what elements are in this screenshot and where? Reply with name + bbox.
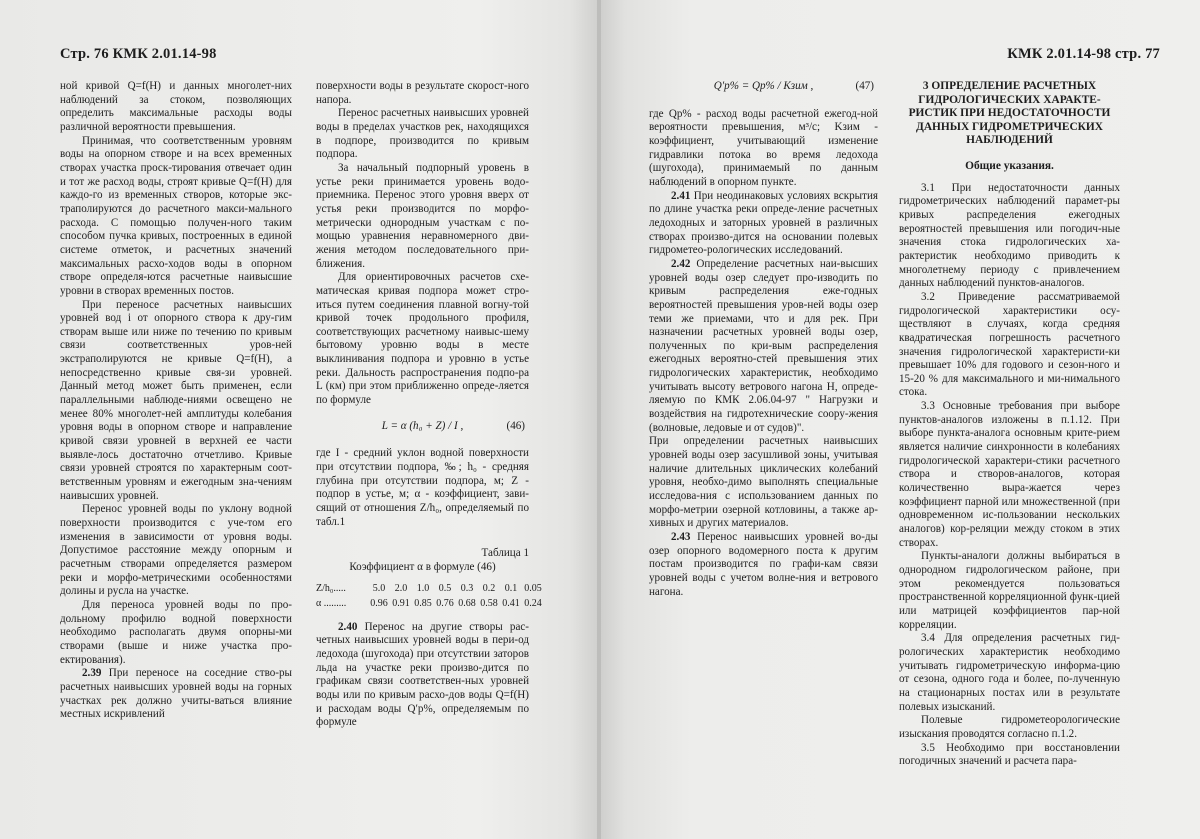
table-cell: 0.96 [370, 597, 388, 609]
right-column-1 [649, 80, 878, 599]
page-header-right: КМК 2.01.14-98 стр. 77 [1007, 46, 1160, 62]
table-label: Таблица 1 [481, 547, 529, 560]
table-cell: 0.24 [524, 597, 542, 609]
subsection-title: Общие указания. [965, 159, 1054, 172]
paragraph: Принимая, что соответственным уровням воды на опорном створе и на всех временных створах участка проск-тирования отвечает один и тот же расход воды, строят кривые Q=f(H) для каждо-го из временных створов, которые экс-траполируются до расчетного макси-мального расхода. С помощью получен-ного таким способом пучка кривых, построенных в единой системе отметок, и расчетных значений максимальных расхо-ходов воды в опорном створе определя-ются расчетные наивысшие уровни в створах временных постов. [60, 134, 292, 297]
formula-46-expression: L = α (h₀ + Z) / I , [381, 419, 464, 432]
page-header-left: Стр. 76 КМК 2.01.14-98 [60, 46, 217, 62]
paragraph: За начальный подпорный уровень в устье реки принимается уровень водо-приемника. Перенос этого уровня вверх от устья реки производится по морфо-метрически однородным участкам с по-мощью уравнения неравномерного дви-жения методом последовательного при-ближения. [316, 161, 529, 270]
formula-47-number: (47) [855, 80, 874, 92]
table-cell: 0.91 [392, 597, 410, 609]
page-77 [601, 0, 1200, 839]
table-row-zh-label: Z/h₀..... [316, 582, 346, 594]
table-cell: 0.3 [460, 582, 474, 594]
paragraph-number: 2.39 [82, 667, 102, 680]
table-cell: 0.85 [414, 597, 432, 609]
page-76 [0, 0, 599, 839]
table-row-alpha [316, 596, 542, 611]
table-cell: 0.1 [504, 582, 518, 594]
table-title: Коэффициент α в формуле (46) [349, 561, 496, 573]
table-cell: 0.2 [482, 582, 496, 594]
table-cell: 0.58 [480, 597, 498, 609]
paragraph-number: 2.41 [671, 189, 691, 202]
paragraph: 3.1 При недостаточности данных гидрометрических наблюдений парамет-ры кривых распределения ежегодных вероятностей превышения или погодич-ные значения стока гидрологических ха-рактеристик необходимо приводить к многолетнему периоду с привлечением данных наблюдений пунктов-аналогов. [899, 181, 1120, 290]
right-column-2 [899, 80, 1120, 769]
paragraph-number: 2.40 [338, 620, 358, 633]
paragraph: 2.43 Перенос наивысших уровней во-ды озер опорного водомерного поста к другим постам производится по графи-кам связи уровней воды с учетом волне-ния и ветрового нагона. [649, 531, 878, 598]
paragraph: 3.2 Приведение рассматриваемой гидрологической характеристики осу-ществляют в случаях, когда средняя квадратическая погрешность расчетного значения гидрологической характеристи-ки превышает 10% для годового и сезон-ного и 15-20 % для максимального и ми-нимального стока. [899, 290, 1120, 399]
formula-47-expression: Q′р% = Qр% / Kзим , [713, 80, 814, 92]
table-cell: 2.0 [394, 582, 408, 594]
table-row-zh [316, 581, 542, 596]
paragraph: При определении расчетных наивысших уровней воды озер засушливой зоны, учитывая наличие длительных циклических колебаний уровня, необхо-димо выполнять специальные исследова-ния с использованием данных по морфо-метрии озерной котловины, а также ар-хивных и других материалов. [649, 435, 878, 530]
paragraph: При переносе расчетных наивысших уровней вод і от опорного створа к дру-гим створам выше или ниже по течению по кривым связи соответственных уров-ней экстраполируются не кривые Q=f(H), а непосредственно кривые свя-зи уровней. Данный метод может быть применен, если параллельными наблюде-ниями освещено не менее 80% многолет-ней амплитуды колебания уровня воды в опорном створе и направление кривой связи уровней в верхней ее части выявле-лось достаточно отчетливо. Кривые связи уровней строятся по характерным соот-ветственным уровням и ежегодным зна-чениям наивысших уровней. [60, 298, 292, 502]
paragraph: ной кривой Q=f(H) и данных многолет-них наблюдений за стоком, позволяющих определить максимальные расходы воды различной вероятности превышения. [60, 80, 292, 133]
paragraph: 3.5 Необходимо при восстановлении погодичных значений и расчета пара- [899, 741, 1120, 768]
formula-46 [316, 420, 529, 434]
formula-47 [649, 80, 878, 94]
paragraph: 2.42 Определение расчетных наи-высших уровней воды озер следует про-изводить по кривым распределения еже-годных вероятностей превышения уров-ней воды озер теми же приемами, что и для рек. При назначении расчетных уровней воды озер, полученных по кри-вым распределения ежегодных вероятно-стей превышения этих гидрологических характеристик, необходимо учитывать высоту ветрового нагона H, опреде-ляемую по КМК 2.06.04-97 " Нагрузки и воздействия на гидротехнические соору-жения (волновые, ледовые и от судов)". [649, 257, 878, 434]
paragraph: Для переноса уровней воды по про-дольному профилю водной поверхности необходимо располагать двумя опорны-ми створами (выше и ниже участка про-ектирования). [60, 598, 292, 666]
paragraph: 3.4 Для определения расчетных гид-рологических характеристик необходимо учитывать гидрометрическую информа-цию от сезона, одного года и более, по-лученную на стационарных постах или в результате полевых изысканий. [899, 632, 1120, 713]
paragraph-number: 2.42 [671, 257, 691, 270]
paragraph: 2.41 При неодинаковых условиях вскрытия по длине участка реки опреде-ление расчетных ледоходных и заторных уровней в различных створах произво-дится на основании полевых гидрометео-рологических исследований. [649, 189, 878, 257]
table-cell: 0.5 [438, 582, 452, 594]
paragraph-number: 2.43 [671, 531, 691, 543]
paragraph: 2.40 Перенос на другие створы рас-четных наивысших уровней воды в пери-од ледохода (шугохода) при отсутствии заторов льда на участке реки произво-дится по графикам связи соответствен-ных уровней воды или по кривым расхо-дов воды Q=f(H) и расходам воды Q′р%, определяемым по формуле [316, 620, 529, 729]
paragraph: 2.39 При переносе на соседние ство-ры расчетных наивысших уровней воды на горных участках рек должно учиты-ваться влияние местных искривлений [60, 667, 292, 721]
paragraph: где I - средний уклон водной поверхности при отсутствии подпора, ‰; h₀ - средняя глубина при отсутствии подпора, м; Z - подпор в устье, м; α - коэффициент, зави-сящий от отношения Z/h₀, определяемый по табл.1 [316, 447, 529, 528]
paragraph: 3.3 Основные требования при выборе пунктов-аналогов изложены в п.1.12. При выборе пункта-аналога основным крите-рием является наличие синхронности в колебаниях гидрологической характери-стики расчетного створа и створов-аналогов, которая количественно выра-жается через коэффициент парной или множественной (при одновременном ис-пользовании нескольких аналогов) кор-реляции между стоком в этих створах. [899, 400, 1120, 549]
left-column-2 [316, 80, 542, 730]
paragraph: Для ориентировочных расчетов схе-матическая кривая подпора может стро-иться путем соединения плавной вогну-той кривой точек продольного профиля, соответствующих расчетному наивыс-шему бытовому уровню воды в месте выклинивания подпора и уровню в устье реки. Дальность распространения подпо-ра L (км) при этом приближенно опреде-ляется по формуле [316, 271, 529, 407]
paragraph: Перенос расчетных наивысших уровней воды в пределах участков рек, находящихся в подпоре, производится по кривым подпора. [316, 107, 529, 161]
paragraph: поверхности воды в результате скорост-ного напора. [316, 80, 529, 106]
table-cell: 1.0 [416, 582, 430, 594]
paragraph: где Qр% - расход воды расчетной ежегод-ной вероятности превышения, м³/с; Kзим - коэффициент, учитывающий изменение гидравлики потока во время ледохода (шугохода), принимаемый по данным наблюдений в опорном пункте. [649, 107, 878, 188]
paragraph: Перенос уровней воды по уклону водной поверхности производится с уче-том его изменения в зависимости от уровня воды. Допустимое расстояние между опорным и расчетным створами определяется размером реки и морфо-метрическими особенностями долины и русла на участке. [60, 503, 292, 598]
formula-46-number: (46) [506, 419, 525, 432]
table-cell: 0.68 [458, 597, 476, 609]
paragraph: Полевые гидрометеорологические изыскания проводятся согласно п.1.2. [899, 714, 1120, 740]
section-title: 3 ОПРЕДЕЛЕНИЕ РАСЧЕТНЫХ ГИДРОЛОГИЧЕСКИХ ХАРАКТЕ-РИСТИК ПРИ НЕДОСТАТОЧНОСТИ ДАННЫХ ГИДРОМЕТРИЧЕСКИХ НАБЛЮДЕНИЙ [908, 80, 1111, 147]
table-cell: 5.0 [372, 582, 386, 594]
table-cell: 0.41 [502, 597, 520, 609]
table-cell: 0.05 [524, 582, 542, 594]
table-row-alpha-label: α ......... [316, 597, 347, 609]
coefficient-table [316, 581, 542, 611]
paragraph: Пункты-аналоги должны выбираться в однородном гидрологическом районе, при этом рекомендуется пользоваться пространственной корреляционной функ-цией или матрицей коэффициентов пар-ной корреляции. [899, 550, 1120, 631]
table-cell: 0.76 [436, 597, 454, 609]
left-column-1 [60, 80, 292, 722]
